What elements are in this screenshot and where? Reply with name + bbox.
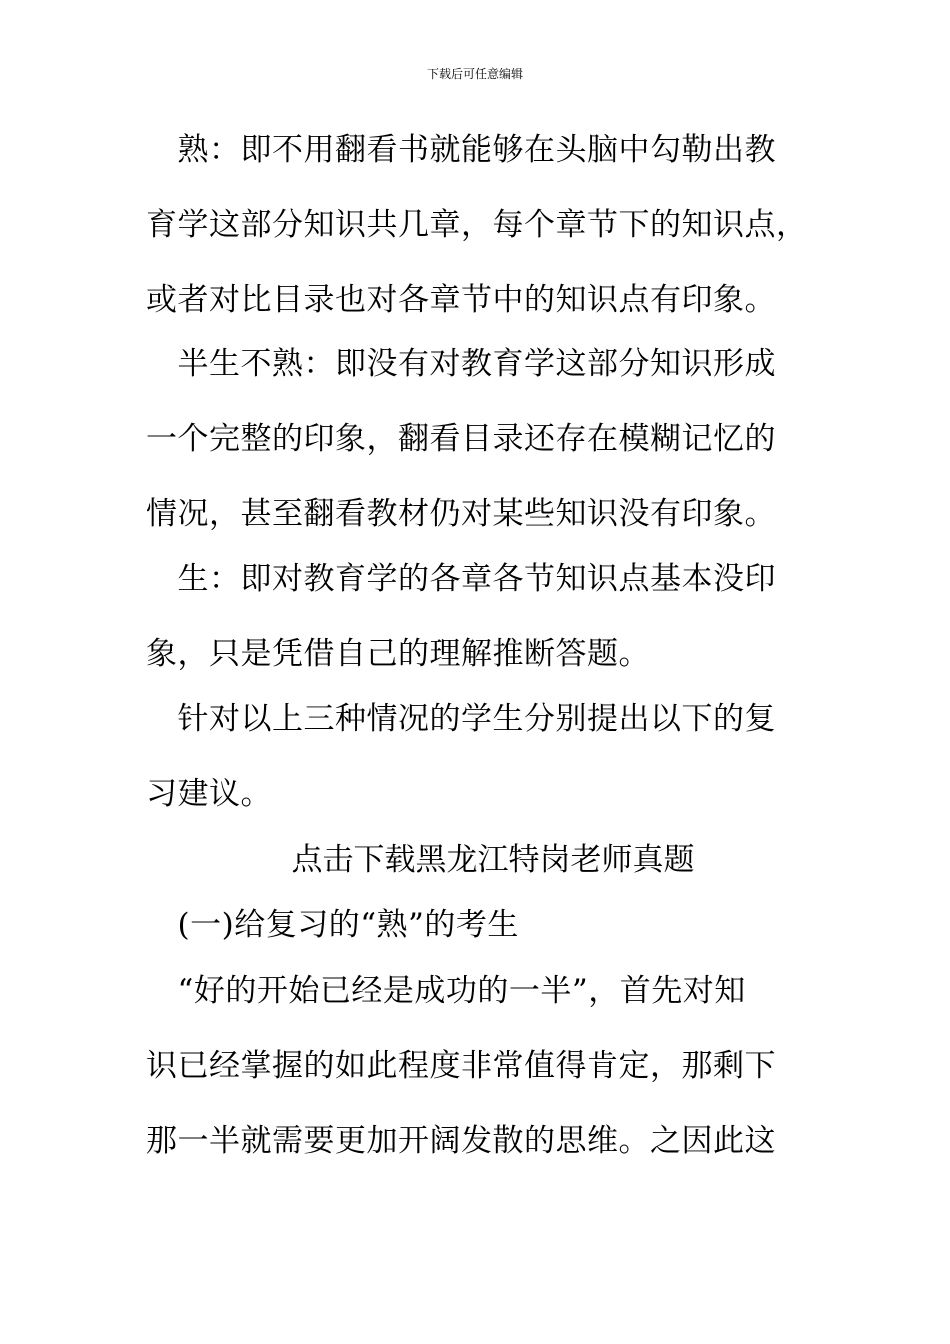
text-line: 半生不熟：即没有对教育学这部分知识形成 [146,346,776,382]
text-line: 象，只是凭借自己的理解推断答题。 [146,636,650,672]
section-heading: (一)给复习的“熟”的考生 [146,907,519,943]
text-line: 针对以上三种情况的学生分别提出以下的复 [146,701,776,737]
text-line: 一个完整的印象，翻看目录还存在模糊记忆的 [146,421,776,457]
text-line: 习建议。 [146,776,272,812]
text-line: 熟：即不用翻看书就能够在头脑中勾勒出教 [146,132,776,168]
page-header: 下载后可任意编辑 [426,67,523,81]
download-link-title[interactable]: 点击下载黑龙江特岗老师真题 [291,842,695,878]
text-line: 那一半就需要更加开阔发散的思维。之因此这 [146,1123,776,1159]
text-line: 识已经掌握的如此程度非常值得肯定，那剩下 [146,1048,776,1084]
text-line: 或者对比目录也对各章节中的知识点有印象。 [146,282,776,318]
text-line: 育学这部分知识共几章，每个章节下的知识点， [146,207,808,243]
text-line: 情况，甚至翻看教材仍对某些知识没有印象。 [146,496,776,532]
text-line: “好的开始已经是成功的一半”，首先对知 [146,973,746,1009]
text-line: 生：即对教育学的各章各节知识点基本没印 [146,561,776,597]
